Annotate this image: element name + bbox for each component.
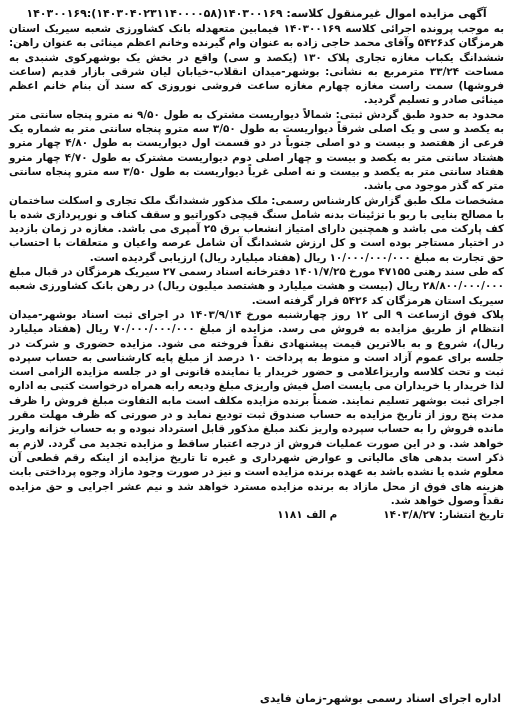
notice-title: آگهی مزایده اموال غیرمنقول کلاسه: ۱۴۰۳۰۰۱۶۹(۱۴۰۳۰۴۰۲۳۱۱۴۰۰۰۰۵۸):۱۴۰۳۰۰۱۶۹: [26, 7, 487, 20]
notice-paragraph-mortgage: که طی سند رهنی ۴۷۱۵۵ مورخ ۱۴۰۱/۷/۲۵ دفترخانه اسناد رسمی ۲۷ سیریک هرمزگان در قبال مبلغ ۲۸/۸۰۰/۰۰۰/۰۰۰ ریال (بیست و هشت میلیارد و هشتصد میلیون ریال) در رهن بانک کشاورزی شعبه سیریک استان هرمزگان کد ۵۴۲۶ قرار گرفته است.: [9, 266, 505, 307]
publish-info: [9, 508, 504, 522]
publish-date: تاریخ انتشار: ۱۴۰۳/۸/۲۷: [383, 509, 504, 522]
notice-paragraph-intro: به موجب پرونده اجرائی کلاسه ۱۴۰۳۰۰۱۶۹ فیمابین متعهدله بانک کشاورزی شعبه سیریک استان هرمزگان کد۵۴۲۶ وآقای محمد حاجی زاده به عنوان وام گیرنده وخانم اعظم مینائی به عنوان راهن: ششدانگ یکباب مغازه تجاری پلاک ۱۳۰ (یکصد و سی) واقع در بخش یک بوشهرکوی شنبدی به مساحت ۳۳/۲۴ مترمربع به نشانی: بوشهر-میدان انقلاب-خیابان لیان شرقی بازار قدیم (ساعت فروشها) سمت راست مغازه چهارم مغازه ساعت فروشی نوروزی که سند آن بنام خانم اعظم مینائی صادر و تسلیم گردید.: [9, 23, 504, 107]
reference-code: م الف ۱۱۸۱: [277, 509, 338, 522]
notice-paragraph-boundaries: محدود به حدود طبق گردش ثبتی: شمالاً دیواریست مشترک به طول ۹/۵۰ نه مترو پنجاه سانتی متر به یکصد و سی و یک اصلی شرقاً دیواریست به طول ۳/۵۰ سه مترو پنجاه سانتی متر به شماره یک فرعی از هفتصد و بیست و دو اصلی جنوباً در دو قسمت اول دیواریست به طول ۴/۸۰ چهار مترو هشتاد سانتی متر به یکصد و بیست و چهار اصلی دوم دیواریست مشترک به طول ۴/۷۰ چهار مترو هفتاد سانتی متر به یکصد و بیست و نه اصلی غرباً دیواریست به طول ۳/۵۰ سه مترو پنجاه سانتی متر که گذر موجود می باشد.: [9, 108, 505, 193]
notice-paragraph-terms: پلاک فوق ازساعت ۹ الی ۱۲ روز چهارشنبه مورخ ۱۴۰۳/۹/۱۴ در اجرای ثبت اسناد بوشهر-میدان انتظام از طریق مزایده به فروش می رسد. مزایده از مبلغ ۷۰/۰۰۰/۰۰۰/۰۰۰ ریال (هفتاد میلیارد ریال)، شروع و به بالاترین قیمت پیشنهادی نقداً فروخته می شود. مزایده حضوری و شرکت در جلسه برای عموم آزاد است و منوط به پرداخت ۱۰ درصد از مبلغ پایه کارشناسی به حساب سپرده ثبت و تحت کلاسه واریزاعلامی و حضور خریدار یا نماینده قانونی او در جلسه مزایده الزامی است لذا خریدار یا خریداران می بایست اصل فیش واریزی مبلغ ودیعه رابه همراه درخواست کتبی به اداره اجرای ثبت بوشهر تسلیم نمایند. ضمناً برنده مزایده مکلف است مابه التفاوت مبلغ فروش را ظرف مدت پنج روز از تاریخ مزایده به حساب صندوق ثبت تودیع نماید و در صورتی که ظرف مهلت مقرر مانده فروش را به حساب سپرده واریز نکند مبلغ مذکور قابل استرداد نبوده و به حساب خزانه واریز خواهد شد. و در این صورت عملیات فروش از درجه اعتبار ساقط و مزایده تجدید می گردد. لازم به ذکر است بدهی های مالیاتی و عوارض شهرداری و غیره تا تاریخ مزایده از اینکه رقم قطعی آن معلوم شده یا نشده باشد به عهده برنده مزایده است و نیز در صورت وجود مازاد وجوه پرداختی بابت هزینه های فوق از محل مازاد به برنده مزایده مسترد خواهد شد و نیم عشر اجرایی و حق مزایده نقداً وصول خواهد شد.: [9, 308, 505, 507]
notice-paragraph-specs: مشخصات ملک طبق گزارش کارشناس رسمی: ملک مذکور ششدانگ ملک تجاری و اسکلت ساختمان با مصالح بنایی با ربو با تزئینات بدنه شامل سنگ قیچی دکوراتیو و سقف کناف و نورپردازی شده با کف پارکت می باشد و همچنین دارای امتیاز انشعاب برق ۲۵ آمپری می باشد. مغازه در زمان بازدید در اختیار مستاجر بوده است و کل ارزش ششدانگ آن شامل عرصه واعیان و متعلقات با احتساب حق تجارت به مبلغ ۱۰/۰۰۰/۰۰۰/۰۰۰ ریال (هفتاد میلیارد ریال) ارزیابی گردیده است.: [9, 194, 505, 264]
issuing-office: اداره اجرای اسناد رسمی بوشهر-زمان فایدی: [259, 692, 501, 705]
